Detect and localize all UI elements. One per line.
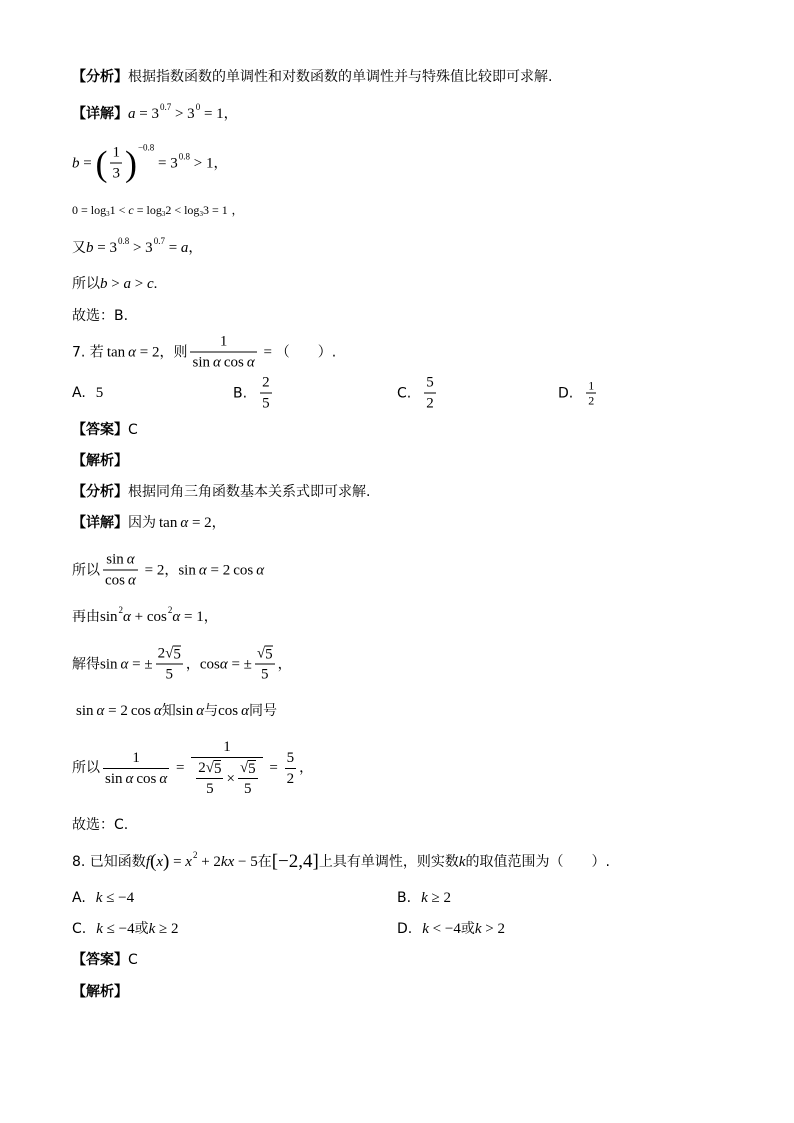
func-sin: sin <box>76 703 94 719</box>
sqrt-radicand: 5 <box>248 760 256 777</box>
func-cos: cos <box>218 703 239 719</box>
fraction-sin-over-cos <box>103 550 138 591</box>
q7-detail-5-line <box>76 701 277 721</box>
detail-tag: 【详解】 <box>72 515 128 531</box>
explain-tag: 【解析】 <box>72 453 128 469</box>
fraction-compound <box>191 737 262 799</box>
punctuation: . <box>153 276 158 292</box>
math-expr: = ± <box>227 656 252 672</box>
math-expr: 5 <box>426 374 434 391</box>
log-base: 3 <box>199 210 203 218</box>
q6-detail-b-line <box>72 143 227 184</box>
var-alpha: α <box>159 770 168 787</box>
math-expr: 2 <box>262 374 270 391</box>
var-alpha: α <box>213 354 221 371</box>
func-sin: sin <box>100 609 118 625</box>
math-expr: ≥ 2 <box>155 921 179 937</box>
interval: [−2,4] <box>271 851 319 872</box>
sqrt-radicand: 5 <box>173 646 181 662</box>
question-number: 7. 若 <box>72 344 104 360</box>
denominator <box>103 571 138 591</box>
punctuation: ， <box>185 656 200 672</box>
text: ，则 <box>159 344 188 360</box>
text: 再由 <box>72 609 100 625</box>
var-c: c <box>146 276 154 292</box>
numerator <box>191 737 262 758</box>
math-expr: 1 <box>132 749 140 766</box>
math-expr: 2 <box>198 760 206 776</box>
text: 同号 <box>249 703 277 719</box>
denominator <box>285 769 297 789</box>
math-expr: = 2 <box>136 344 160 360</box>
func-cos: cos <box>223 354 244 371</box>
var-k: k <box>422 921 429 937</box>
option-fraction <box>424 373 436 414</box>
math-expr: = <box>79 155 96 171</box>
text: 所以 <box>72 562 100 578</box>
var-a: a <box>180 240 189 256</box>
var-alpha: α <box>172 609 181 625</box>
analysis-tag: 【分析】 <box>72 484 128 500</box>
answer-blank: 的取值范围为（ ）. <box>465 854 610 870</box>
math-expr: = 1 <box>180 609 204 625</box>
q8-option-c <box>72 919 179 939</box>
fraction <box>190 332 256 373</box>
exponent: 0 <box>195 102 201 112</box>
math-expr: < −4 <box>428 921 461 937</box>
denominator <box>260 394 272 414</box>
q8-option-a <box>72 888 134 908</box>
q8-option-b <box>397 888 451 908</box>
numerator <box>110 143 122 164</box>
math-expr: − 5 <box>234 854 258 870</box>
math-expr: > 2 <box>481 921 505 937</box>
var-k: k <box>421 890 428 906</box>
math-expr: 5 <box>286 749 295 766</box>
numerator <box>285 748 297 769</box>
var-alpha: α <box>180 515 189 531</box>
text: 或 <box>134 921 149 937</box>
punctuation: ， <box>203 609 218 625</box>
option-fraction <box>586 379 596 408</box>
text: 知 <box>161 703 176 719</box>
exponent: 2 <box>118 605 124 615</box>
sqrt-symbol: √ <box>165 645 174 662</box>
option-letter: A. <box>72 385 86 401</box>
math-expr: = ± <box>128 656 153 672</box>
var-alpha: α <box>120 656 129 672</box>
math-expr: = 2 <box>104 703 128 719</box>
right-paren: ) <box>124 143 137 183</box>
var-a: a <box>123 276 131 292</box>
sqrt-radicand: 5 <box>265 646 273 662</box>
var-b: b <box>86 240 94 256</box>
var-k: k <box>474 921 482 937</box>
var-x: x <box>156 854 163 870</box>
fraction-five-halves <box>285 748 297 789</box>
fraction-one-over-sincos <box>103 748 169 789</box>
answer-value: C <box>128 422 138 438</box>
exponent: 2 <box>192 850 198 860</box>
func-sin: sin <box>175 703 194 719</box>
denominator <box>103 769 169 789</box>
text: 所以 <box>72 760 100 776</box>
punctuation: ， <box>213 155 228 171</box>
var-alpha: α <box>153 703 162 719</box>
math-expr: ≤ −4 <box>102 921 135 937</box>
option-value: 5 <box>95 385 104 401</box>
q6-compare-line <box>72 238 202 258</box>
option-letter: D. <box>397 921 413 937</box>
math-expr: > <box>130 276 147 292</box>
q8-option-d <box>397 919 505 939</box>
math-expr: 1 <box>223 739 231 755</box>
math-expr: 5 <box>262 395 270 412</box>
var-alpha: α <box>246 354 255 371</box>
q7-detail-2-line <box>72 550 264 591</box>
func-cos: cos <box>199 656 220 672</box>
choice-text: 故选：B. <box>72 308 129 324</box>
q8-stem <box>72 852 610 872</box>
math-expr: = 2 <box>206 562 231 578</box>
times-sign: × <box>226 770 235 787</box>
option-letter: B. <box>233 385 248 401</box>
math-expr: = 2 <box>140 562 165 578</box>
exponent: 0.7 <box>159 102 172 112</box>
q7-detail-4-line <box>72 644 292 685</box>
var-k: k <box>95 890 103 906</box>
math-expr: + cos <box>130 609 167 625</box>
q7-option-d <box>558 379 599 408</box>
left-paren: ( <box>149 851 157 872</box>
q7-explain-line <box>72 451 128 471</box>
q7-option-a <box>72 383 103 403</box>
math-expr: = 3 <box>93 240 117 256</box>
fraction-two-root5-over-5 <box>196 758 223 799</box>
func-sin: sin <box>178 562 196 578</box>
punctuation: ， <box>227 203 244 217</box>
var-f: f <box>145 854 150 870</box>
math-expr: 1 <box>219 333 228 350</box>
var-a: a <box>128 106 136 122</box>
fraction-two-root5-over-5 <box>156 644 183 685</box>
var-alpha: α <box>198 562 207 578</box>
analysis-tag: 【分析】 <box>72 69 128 85</box>
var-x: x <box>227 854 235 870</box>
sqrt-symbol: √ <box>239 760 249 776</box>
denominator <box>424 394 436 414</box>
punctuation: ， <box>299 760 314 776</box>
left-paren: ( <box>95 143 108 183</box>
var-alpha: α <box>128 344 137 360</box>
math-expr: 1 < <box>109 203 129 217</box>
punctuation: ， <box>211 515 226 531</box>
q7-detail-1-line <box>72 513 226 533</box>
math-expr: 5 <box>244 781 252 797</box>
option-letter: C. <box>397 385 412 401</box>
q6-choice-line <box>72 306 128 326</box>
math-expr: > 1 <box>190 155 214 171</box>
math-expr: = <box>164 240 181 256</box>
numerator <box>586 379 596 394</box>
answer-tag: 【答案】 <box>72 952 128 968</box>
var-alpha: α <box>128 572 136 589</box>
analysis-text: 根据同角三角函数基本关系式即可求解. <box>128 484 371 500</box>
denominator <box>238 779 258 799</box>
var-alpha: α <box>125 770 134 787</box>
var-alpha: α <box>196 703 205 719</box>
math-expr: 3 = 1 <box>202 203 228 217</box>
q7-detail-3-line <box>72 607 218 627</box>
var-alpha: α <box>241 703 249 719</box>
math-expr: = <box>172 760 189 776</box>
punctuation: ， <box>188 240 203 256</box>
q6-detail-a-line <box>72 104 238 124</box>
denominator <box>196 779 223 799</box>
exponent: 2 <box>167 605 173 615</box>
func-tan: tan <box>159 515 178 531</box>
q7-option-b <box>233 373 275 414</box>
q7-stem <box>72 332 336 373</box>
math-expr: 5 <box>206 781 214 797</box>
math-expr: 1 <box>112 144 120 161</box>
fraction-one-third <box>110 143 122 184</box>
q7-answer-line <box>72 420 138 440</box>
func-cos: cos <box>233 562 254 578</box>
denominator <box>586 394 596 408</box>
math-expr: 0 = log <box>72 203 107 217</box>
var-alpha: α <box>256 562 265 578</box>
var-alpha: α <box>219 656 228 672</box>
math-expr: = 2 <box>188 515 212 531</box>
choice-text: 故选：C. <box>72 817 129 833</box>
text: 所以 <box>72 276 100 292</box>
math-expr: 2 <box>588 393 595 408</box>
var-k: k <box>96 921 103 937</box>
math-expr: + 2 <box>197 854 221 870</box>
q7-detail-6-line <box>72 737 313 799</box>
func-cos: cos <box>136 770 157 787</box>
numerator <box>196 758 223 779</box>
text: 解得 <box>72 656 100 672</box>
math-expr: > 3 <box>129 240 153 256</box>
exponent: −0.8 <box>137 142 155 152</box>
func-tan: tan <box>106 344 126 360</box>
var-x: x <box>185 854 192 870</box>
fraction-root5-over-5 <box>238 758 258 799</box>
sqrt-radicand: 5 <box>213 760 222 777</box>
var-c: c <box>128 203 134 217</box>
math-expr: ≥ 2 <box>427 890 451 906</box>
var-alpha: α <box>126 551 135 568</box>
log-base: 3 <box>106 210 110 218</box>
numerator <box>103 748 169 769</box>
log-base: 3 <box>161 210 166 218</box>
text: 在 <box>257 854 272 870</box>
var-k: k <box>458 854 466 870</box>
denominator <box>156 665 183 685</box>
math-expr: 2 <box>286 770 295 787</box>
math-expr: 5 <box>165 666 173 683</box>
math-expr: = <box>169 854 186 870</box>
text: 又 <box>72 240 86 256</box>
option-letter: A. <box>72 890 86 906</box>
answer-blank: （ ）. <box>275 344 337 360</box>
explain-tag: 【解析】 <box>72 984 128 1000</box>
option-letter: B. <box>397 890 412 906</box>
q6-analysis-line <box>72 67 552 87</box>
numerator <box>190 332 256 353</box>
text: 因为 <box>128 515 156 531</box>
var-alpha: α <box>96 703 105 719</box>
text: 与 <box>204 703 219 719</box>
denominator <box>191 758 262 799</box>
sqrt-symbol: √ <box>256 645 266 662</box>
math-expr: 3 <box>112 165 120 182</box>
math-expr: 5 <box>261 666 269 683</box>
text: 上具有单调性，则实数 <box>318 854 459 870</box>
numerator <box>103 550 138 571</box>
func-sin: sin <box>192 354 210 371</box>
q8-explain-line <box>72 982 128 1002</box>
fraction-root5-over-5 <box>255 644 275 685</box>
punctuation: ， <box>223 106 238 122</box>
math-expr: = 1 <box>200 106 224 122</box>
punctuation: ， <box>277 656 292 672</box>
answer-tag: 【答案】 <box>72 422 128 438</box>
numerator <box>156 644 183 665</box>
analysis-text: 根据指数函数的单调性和对数函数的单调性并与特殊值比较即可求解. <box>128 69 553 85</box>
math-expr: 1 <box>588 378 595 393</box>
math-expr: ≤ −4 <box>102 890 135 906</box>
exponent: 0.7 <box>153 236 165 246</box>
math-expr: = 3 <box>154 155 178 171</box>
denominator <box>110 164 122 184</box>
math-expr: = <box>259 344 276 360</box>
option-letter: C. <box>72 921 87 937</box>
punctuation: ， <box>164 562 179 578</box>
var-b: b <box>72 155 80 171</box>
exponent: 0.8 <box>178 151 191 161</box>
func-cos: cos <box>130 703 151 719</box>
sqrt-symbol: √ <box>205 760 214 776</box>
option-fraction <box>260 373 272 414</box>
math-expr: = log <box>133 203 162 217</box>
math-expr: > <box>107 276 124 292</box>
q7-analysis-line <box>72 482 370 502</box>
math-expr: = <box>265 760 282 776</box>
answer-value: C <box>128 952 138 968</box>
exponent: 0.8 <box>117 236 130 246</box>
option-letter: D. <box>558 385 574 401</box>
math-expr: = 3 <box>135 106 159 122</box>
q6-detail-c-line <box>72 200 244 220</box>
text: 或 <box>460 921 475 937</box>
numerator <box>238 758 258 779</box>
q6-conclusion-line <box>72 274 157 294</box>
math-expr: > 3 <box>171 106 195 122</box>
var-b: b <box>100 276 108 292</box>
math-expr: 2 <box>157 645 166 662</box>
func-cos: cos <box>105 572 125 589</box>
math-expr: 2 < log <box>165 203 200 217</box>
denominator <box>255 665 275 685</box>
numerator <box>260 373 272 394</box>
question-number: 8. 已知函数 <box>72 854 146 870</box>
var-k: k <box>220 854 228 870</box>
denominator <box>190 353 256 373</box>
q7-option-c <box>397 373 439 414</box>
var-alpha: α <box>123 609 131 625</box>
math-expr: 2 <box>426 395 434 412</box>
var-k: k <box>148 921 156 937</box>
detail-tag: 【详解】 <box>72 106 128 122</box>
right-paren: ) <box>162 851 170 872</box>
q8-answer-line <box>72 950 138 970</box>
func-sin: sin <box>106 551 124 568</box>
q7-choice-line <box>72 815 128 835</box>
numerator <box>424 373 436 394</box>
func-sin: sin <box>105 770 123 787</box>
func-sin: sin <box>100 656 118 672</box>
numerator <box>255 644 275 665</box>
